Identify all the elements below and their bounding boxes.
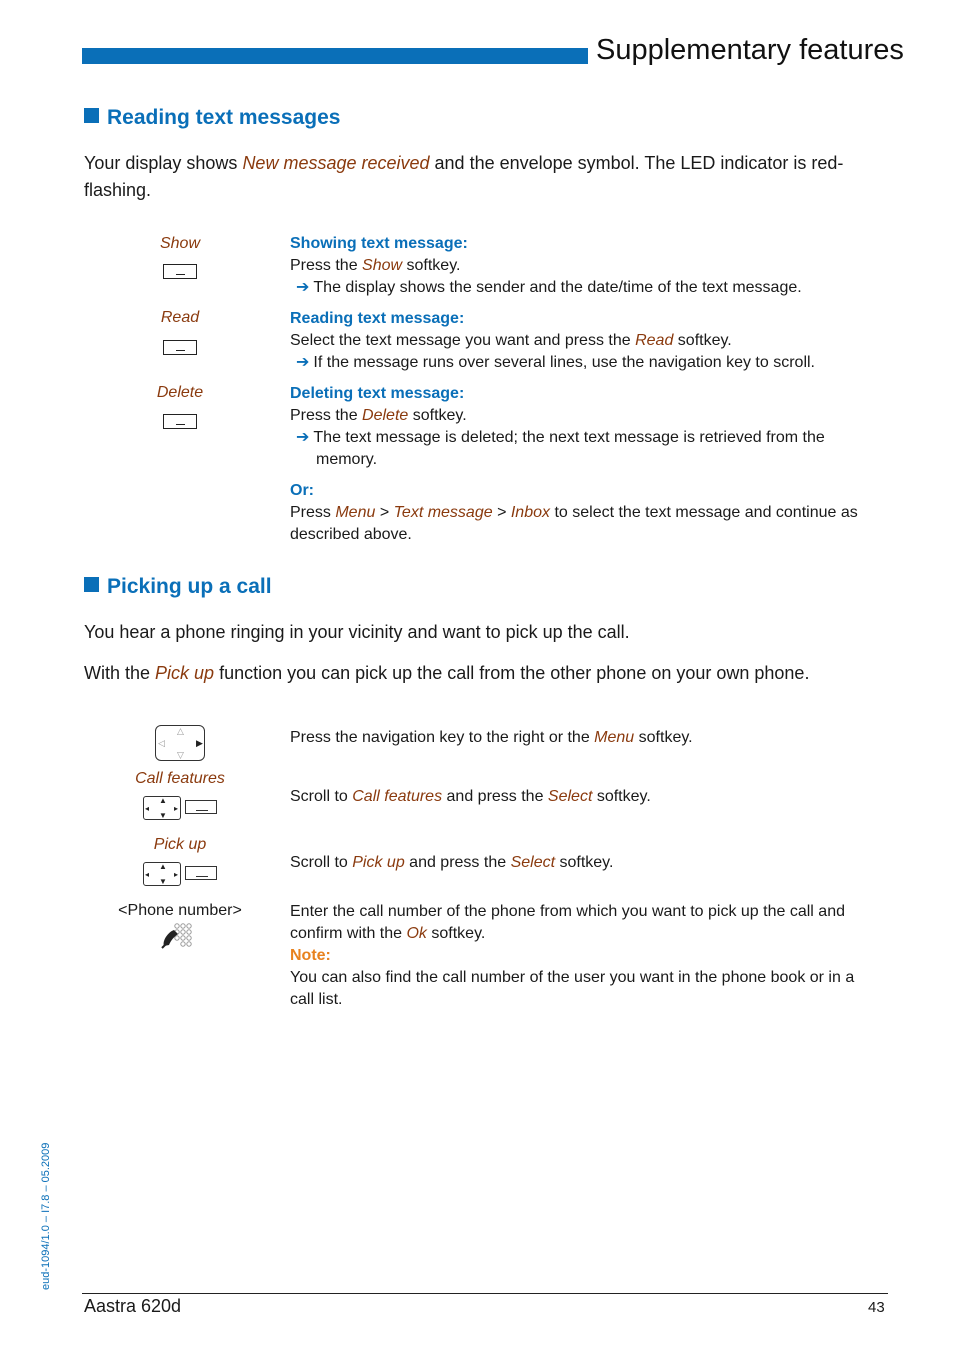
- navigation-scroll-icon: ▲ ▼ ◂ ▸: [143, 862, 181, 886]
- note-heading: Note:: [290, 947, 331, 964]
- step-delete: Deleting text message: Press the Delete softkey. ➔ The text message is deleted; the next text message is retrieved from the memory.: [290, 385, 825, 468]
- label-phone-number: <Phone number>: [118, 902, 242, 919]
- pickup-step-4: Enter the call number of the phone from which you want to pick up the call and confirm with the Ok softkey. Note: You can also find the call number of the user you want in the phone book or in a call list.: [290, 901, 880, 1011]
- section-heading-reading: Reading text messages: [84, 106, 340, 130]
- navigation-scroll-icon: ▲ ▼ ◂ ▸: [143, 796, 181, 820]
- page-number: 43: [868, 1299, 885, 1316]
- square-bullet-icon: [84, 577, 99, 592]
- document-code: eud-1094/1.0 – I7.8 – 05.2009: [40, 1142, 52, 1290]
- softkey-icon: [185, 866, 217, 880]
- label-call-features: Call features: [135, 770, 225, 787]
- step-show: Showing text message: Press the Show softkey. ➔ The display shows the sender and the date/time of the text message.: [290, 235, 802, 296]
- section-heading-pickup: Picking up a call: [84, 575, 272, 599]
- label-pick-up: Pick up: [153, 836, 207, 853]
- page-title: Supplementary features: [596, 34, 904, 66]
- pickup-p1: You hear a phone ringing in your vicinity and want to pick up the call.: [84, 622, 630, 642]
- footer-product: Aastra 620d: [84, 1296, 182, 1316]
- step-read: Reading text message: Select the text message you want and press the Read softkey. ➔ If the message runs over several lines, use the navigation key to scroll.: [290, 310, 815, 371]
- footer-rule: [82, 1293, 888, 1294]
- note-text: You can also find the call number of the user you want in the phone book or in a call list.: [290, 969, 855, 1008]
- step-or: Or: Press Menu > Text message > Inbox to select the text message and continue as described above.: [290, 482, 858, 543]
- softkey-icon: [185, 800, 217, 814]
- pickup-p2: With the Pick up function you can pick up the call from the other phone on your own phone.: [84, 663, 810, 683]
- pickup-step-2: Scroll to Call features and press the Select softkey.: [290, 788, 651, 805]
- label-read: Read: [160, 309, 200, 326]
- keypad-dial-icon: [160, 922, 196, 950]
- pickup-step-1: Press the navigation key to the right or the Menu softkey.: [290, 729, 693, 746]
- softkey-icon: [163, 414, 197, 429]
- softkey-icon: [163, 264, 197, 279]
- arrow-right-icon: ➔: [296, 429, 310, 446]
- pickup-step-3: Scroll to Pick up and press the Select softkey.: [290, 854, 614, 871]
- label-delete: Delete: [156, 384, 204, 401]
- arrow-right-icon: ➔: [296, 354, 310, 371]
- softkey-icon: [163, 340, 197, 355]
- header-bar: [82, 48, 588, 64]
- navigation-key-icon: △ ▽ ◁ ▶: [155, 725, 205, 761]
- arrow-right-icon: ➔: [296, 279, 310, 296]
- reading-intro: Your display shows New message received and the envelope symbol. The LED indicator is red-flashing.: [84, 153, 844, 200]
- square-bullet-icon: [84, 108, 99, 123]
- label-show: Show: [159, 235, 201, 252]
